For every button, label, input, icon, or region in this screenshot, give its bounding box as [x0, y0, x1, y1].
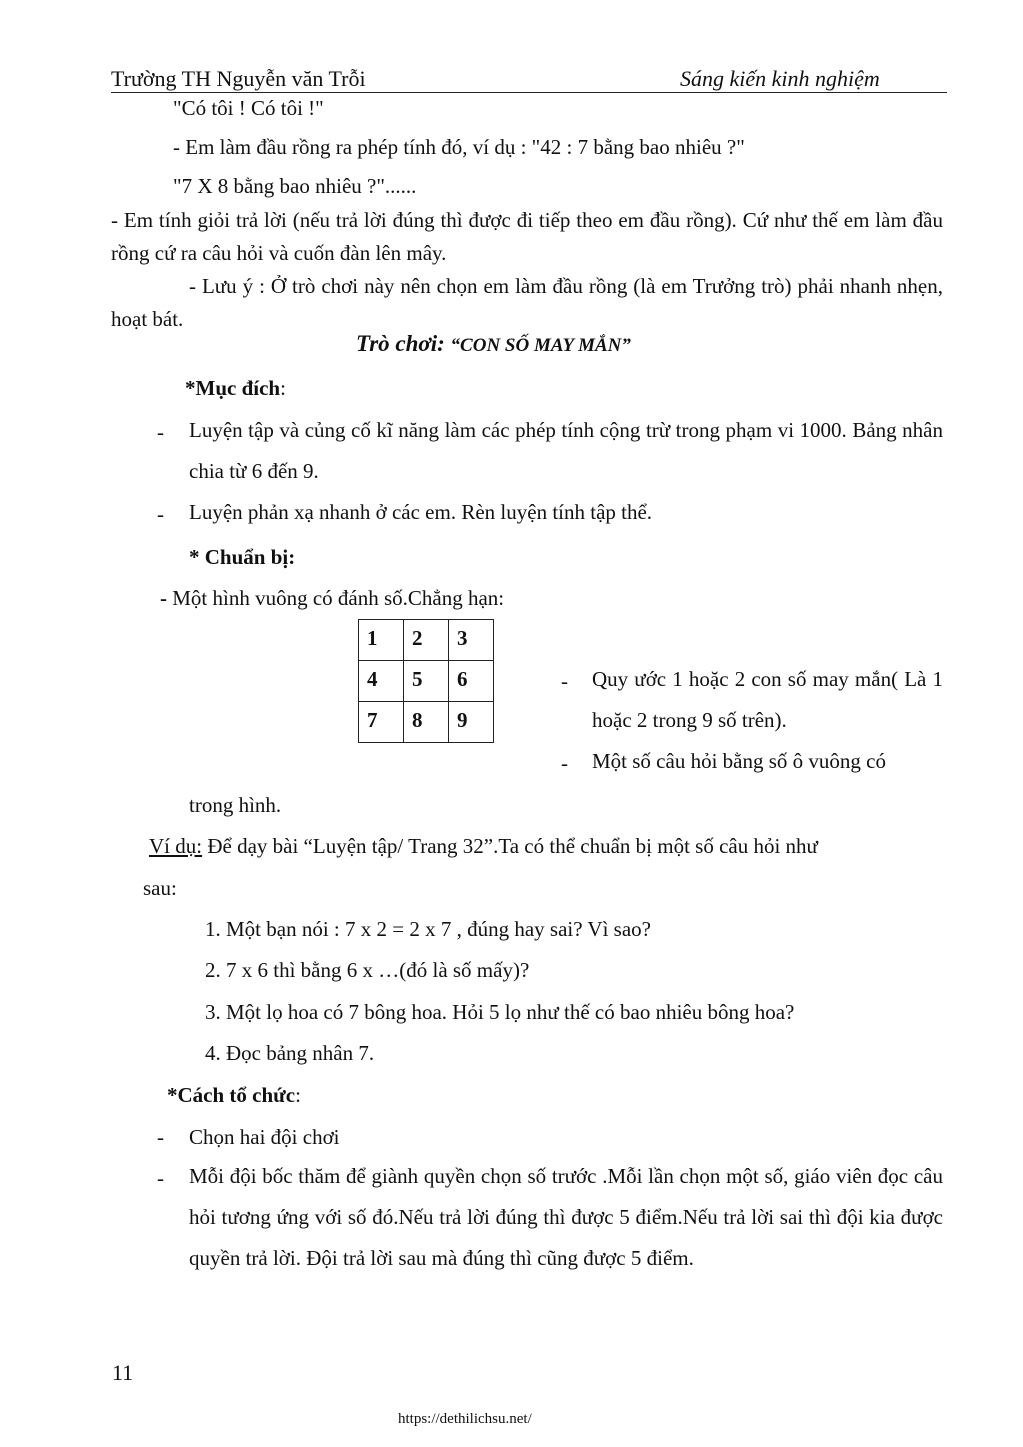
- number-grid: [358, 619, 494, 743]
- prep-line: [160, 586, 504, 611]
- example-label: Ví dụ:: [149, 834, 203, 858]
- example-text: Để dạy bài “Luyện tập/ Trang 32”.Ta có thể chuẩn bị một số câu hỏi như: [202, 834, 818, 858]
- game-title-prefix: Trò chơi:: [356, 331, 451, 356]
- purpose-item-2: Luyện phản xạ nhanh ở các em. Rèn luyện tính tập thể.: [189, 500, 653, 524]
- side-dash-2: -: [561, 751, 568, 775]
- prep-heading: * Chuẩn bị:: [189, 545, 296, 569]
- grid-cell: 3: [449, 620, 494, 661]
- side-item-1: Quy ước 1 hoặc 2 con số may mắn( Là 1 hoặc 2 trong 9 số trên).: [592, 667, 943, 732]
- purpose-dash-2: -: [157, 502, 164, 526]
- prep-line-text: Một hình vuông có đánh số.Chẳng hạn:: [167, 586, 505, 610]
- purpose-dash-1: -: [157, 420, 164, 444]
- intro-note: - Lưu ý : Ở trò chơi này nên chọn em làm đầu rồng (là em Trưởng trò) phải nhanh nhẹn, hoạt bát.: [111, 274, 943, 331]
- footer-url[interactable]: https://dethilichsu.net/: [398, 1411, 532, 1427]
- game-title: [356, 330, 631, 358]
- org-dash-2: -: [157, 1166, 164, 1190]
- game-title-name: “CON SỐ MAY MẮN”: [450, 335, 631, 356]
- side-dash-1: -: [561, 669, 568, 693]
- intro-line-2: - Em làm đầu rồng ra phép tính đó, ví dụ : "42 : 7 bằng bao nhiêu ?": [173, 135, 745, 159]
- header-school: Trường TH Nguyễn văn Trỗi: [111, 66, 366, 91]
- grid-cell: 2: [404, 620, 449, 661]
- grid-row: [359, 702, 494, 743]
- question-1: 1. Một bạn nói : 7 x 2 = 2 x 7 , đúng hay sai? Vì sao?: [205, 917, 651, 941]
- grid-cell: 7: [359, 702, 404, 743]
- org-item-1: Chọn hai đội chơi: [189, 1125, 340, 1149]
- header-doc-type: Sáng kiến kinh nghiệm: [680, 66, 880, 91]
- intro-line-3: "7 X 8 bằng bao nhiêu ?"......: [173, 174, 417, 198]
- page-number: 11: [112, 1360, 134, 1385]
- question-2: 2. 7 x 6 thì bằng 6 x …(đó là số mấy)?: [205, 958, 530, 982]
- purpose-heading-label: *Mục đích: [185, 376, 281, 400]
- org-heading: [167, 1083, 301, 1108]
- grid-row: [359, 661, 494, 702]
- question-3: 3. Một lọ hoa có 7 bông hoa. Hỏi 5 lọ như thế có bao nhiêu bông hoa?: [205, 1000, 795, 1024]
- side-item-2: Một số câu hỏi bằng số ô vuông có: [592, 749, 886, 773]
- header-divider: [111, 92, 947, 93]
- side-continuation: trong hình.: [189, 793, 282, 817]
- purpose-heading: [185, 376, 286, 401]
- grid-row: [359, 620, 494, 661]
- purpose-heading-colon: :: [280, 376, 286, 400]
- grid-cell: 9: [449, 702, 494, 743]
- grid-cell: 4: [359, 661, 404, 702]
- prep-dash: -: [160, 586, 167, 610]
- example-line: [149, 834, 818, 859]
- question-4: 4. Đọc bảng nhân 7.: [205, 1041, 375, 1065]
- grid-cell: 8: [404, 702, 449, 743]
- org-heading-colon: :: [295, 1083, 301, 1107]
- org-item-2: Mỗi đội bốc thăm để giành quyền chọn số trước .Mỗi lần chọn một số, giáo viên đọc câu hỏi tương ứng với số đó.Nếu trả lời đúng thì được 5 điểm.Nếu trả lời sai thì đội kia được quyền trả lời. Đội trả lời sau mà đúng thì cũng được 5 điểm.: [189, 1164, 943, 1270]
- intro-paragraph: - Em tính giỏi trả lời (nếu trả lời đúng thì được đi tiếp theo em đầu rồng). Cứ như thế em làm đầu rồng cứ ra câu hỏi và cuốn đàn lên mây.: [111, 208, 943, 265]
- purpose-item-1: Luyện tập và củng cố kĩ năng làm các phép tính cộng trừ trong phạm vi 1000. Bảng nhân chia từ 6 đến 9.: [189, 418, 943, 483]
- org-heading-label: *Cách tổ chức: [167, 1083, 296, 1107]
- org-dash-1: -: [157, 1125, 164, 1149]
- grid-cell: 6: [449, 661, 494, 702]
- grid-cell: 1: [359, 620, 404, 661]
- grid-cell: 5: [404, 661, 449, 702]
- intro-line-1: "Có tôi ! Có tôi !": [173, 96, 324, 120]
- example-continuation: sau:: [143, 876, 177, 900]
